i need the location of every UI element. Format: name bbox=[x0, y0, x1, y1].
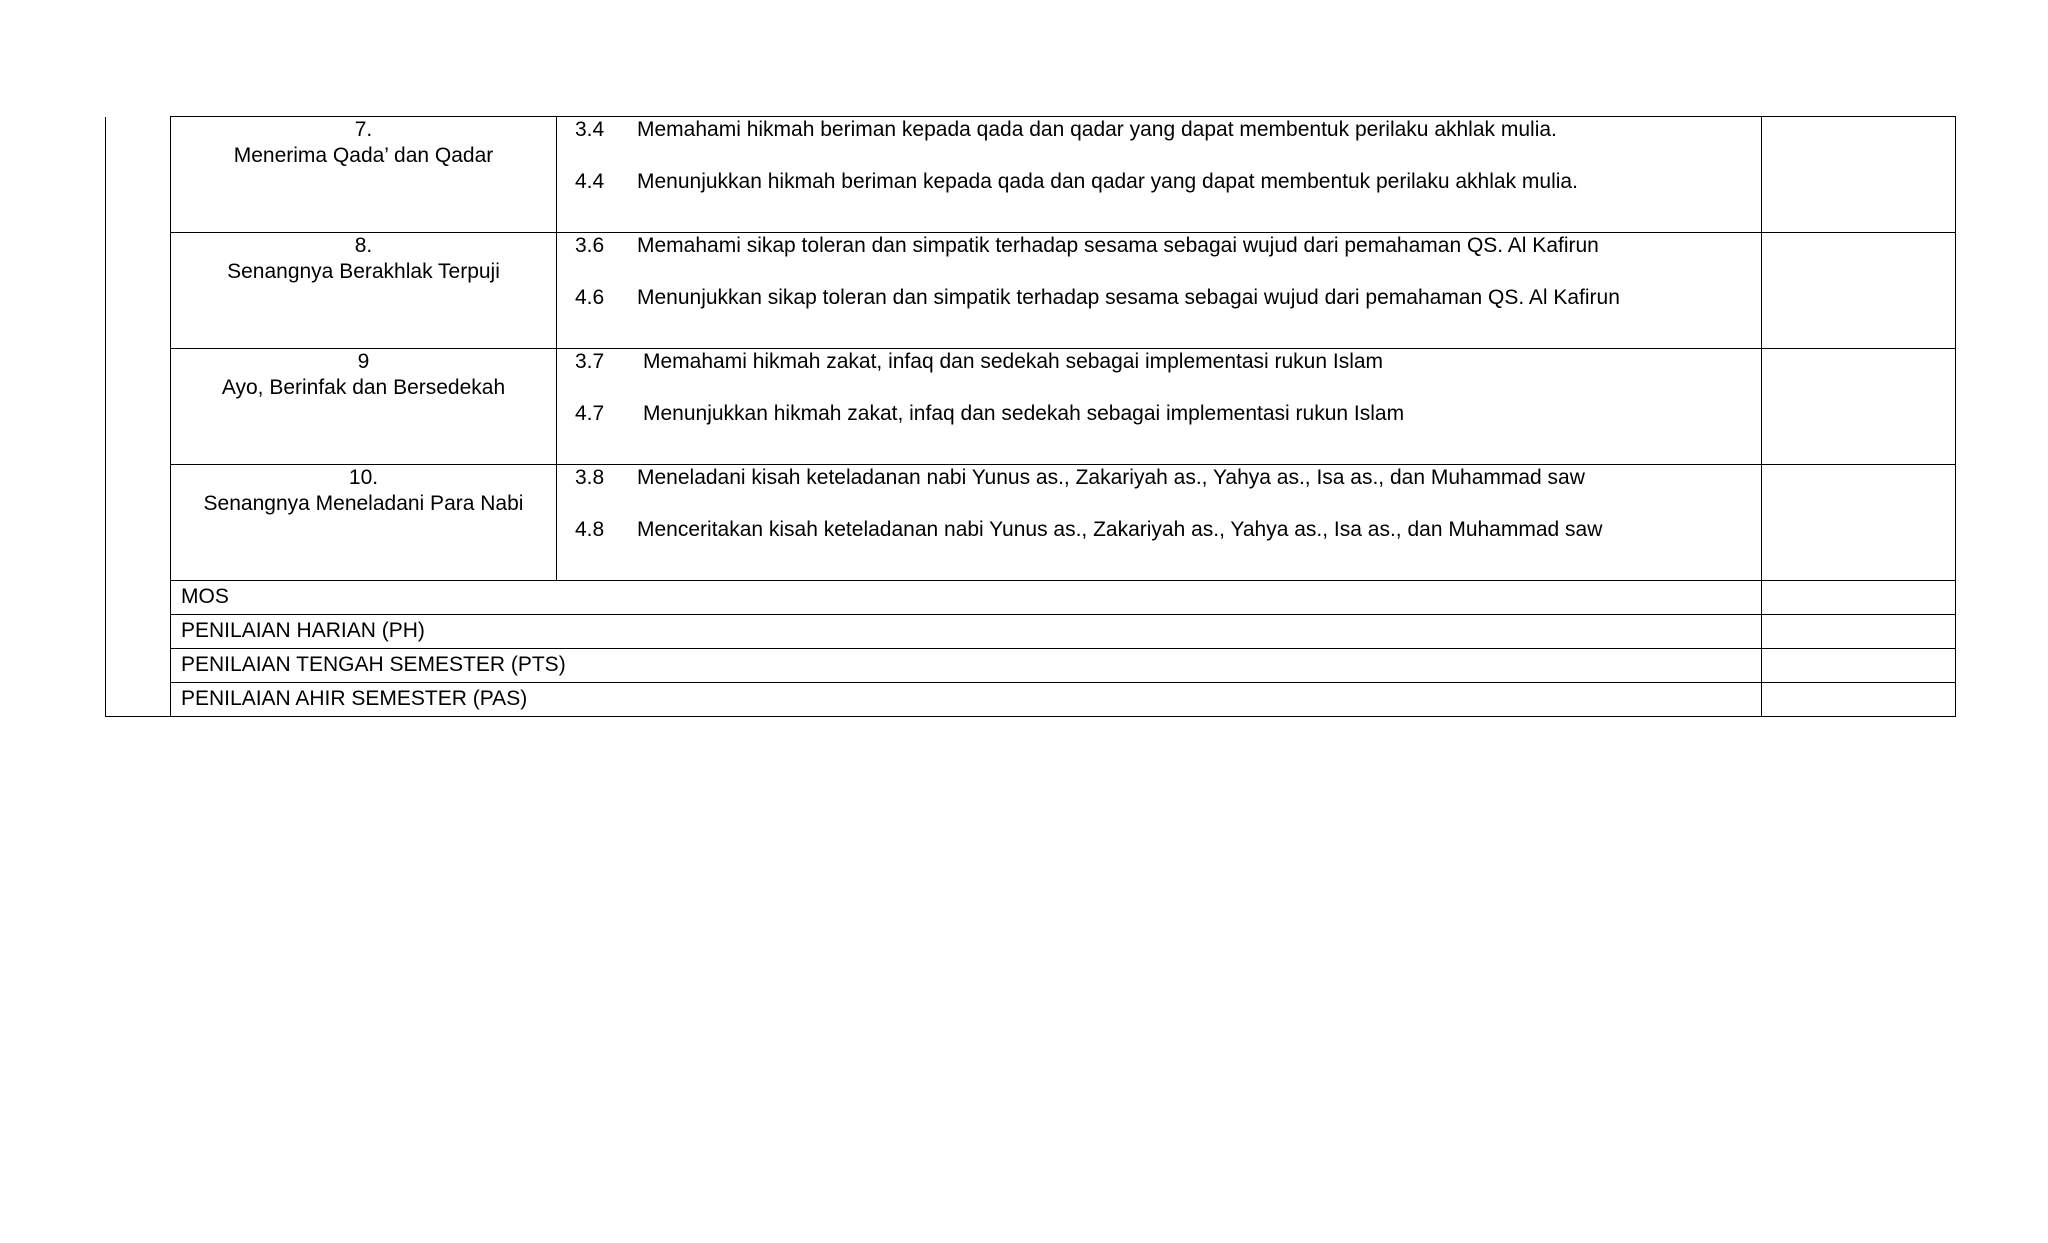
assessment-row bbox=[106, 615, 1956, 649]
competency-code: 3.4 bbox=[575, 118, 605, 141]
competency-code: 4.4 bbox=[575, 170, 605, 193]
assessment-row bbox=[106, 581, 1956, 615]
empty-left-cell bbox=[106, 615, 171, 649]
competency-code: 4.7 bbox=[575, 402, 605, 425]
empty-left-cell bbox=[106, 649, 171, 683]
competency-text: Menunjukkan sikap toleran dan simpatik terhadap sesama sebagai wujud dari pemahaman QS. Al Kafirun bbox=[637, 286, 1620, 309]
empty-left-cell bbox=[106, 465, 171, 581]
unit-cell bbox=[171, 349, 557, 465]
competency-item bbox=[575, 117, 1761, 143]
unit-cell bbox=[171, 233, 557, 349]
competency-cell bbox=[557, 117, 1762, 233]
empty-right-cell bbox=[1762, 465, 1956, 581]
unit-number: 7. bbox=[354, 118, 373, 141]
unit-cell bbox=[171, 465, 557, 581]
unit-row bbox=[106, 465, 1956, 581]
assessment-label: PENILAIAN TENGAH SEMESTER (PTS) bbox=[171, 649, 1762, 683]
competency-text: Menceritakan kisah keteladanan nabi Yunus as., Zakariyah as., Yahya as., Isa as., dan Muhammad saw bbox=[637, 518, 1603, 541]
empty-left-cell bbox=[106, 349, 171, 465]
competency-item bbox=[575, 465, 1761, 491]
competency-code: 4.6 bbox=[575, 286, 605, 309]
empty-left-cell bbox=[106, 233, 171, 349]
unit-number: 9 bbox=[357, 350, 370, 373]
competency-item bbox=[575, 517, 1761, 543]
competency-text: Menunjukkan hikmah zakat, infaq dan sedekah sebagai implementasi rukun Islam bbox=[643, 402, 1405, 425]
empty-right-cell bbox=[1762, 117, 1956, 233]
unit-title: Senangnya Meneladani Para Nabi bbox=[203, 492, 524, 515]
competency-text: Menunjukkan hikmah beriman kepada qada dan qadar yang dapat membentuk perilaku akhlak mulia. bbox=[637, 170, 1578, 193]
empty-left-cell bbox=[106, 581, 171, 615]
competency-item bbox=[575, 401, 1761, 427]
competency-item bbox=[575, 233, 1761, 259]
empty-left-cell bbox=[106, 117, 171, 233]
empty-right-cell bbox=[1762, 649, 1956, 683]
competency-text: Memahami hikmah beriman kepada qada dan qadar yang dapat membentuk perilaku akhlak mulia. bbox=[637, 118, 1557, 141]
unit-row bbox=[106, 349, 1956, 465]
empty-right-cell bbox=[1762, 349, 1956, 465]
unit-title: Ayo, Berinfak dan Bersedekah bbox=[221, 376, 506, 399]
unit-cell bbox=[171, 117, 557, 233]
assessment-label: PENILAIAN AHIR SEMESTER (PAS) bbox=[171, 683, 1762, 717]
competency-code: 4.8 bbox=[575, 518, 605, 541]
unit-number: 10. bbox=[348, 466, 379, 489]
unit-row bbox=[106, 117, 1956, 233]
competency-code: 3.6 bbox=[575, 234, 605, 257]
unit-row bbox=[106, 233, 1956, 349]
competency-cell bbox=[557, 233, 1762, 349]
competency-code: 3.7 bbox=[575, 350, 605, 373]
competency-cell bbox=[557, 465, 1762, 581]
competency-text: Meneladani kisah keteladanan nabi Yunus as., Zakariyah as., Yahya as., Isa as., dan Muhammad saw bbox=[637, 466, 1585, 489]
assessment-label: PENILAIAN HARIAN (PH) bbox=[171, 615, 1762, 649]
empty-right-cell bbox=[1762, 615, 1956, 649]
competency-item bbox=[575, 169, 1761, 195]
competency-item bbox=[575, 285, 1761, 311]
assessment-row bbox=[106, 683, 1956, 717]
competency-code: 3.8 bbox=[575, 466, 605, 489]
unit-title: Senangnya Berakhlak Terpuji bbox=[227, 260, 500, 283]
empty-right-cell bbox=[1762, 233, 1956, 349]
unit-number: 8. bbox=[354, 234, 373, 257]
empty-right-cell bbox=[1762, 581, 1956, 615]
competency-text: Memahami sikap toleran dan simpatik terhadap sesama sebagai wujud dari pemahaman QS. Al Kafirun bbox=[637, 234, 1599, 257]
empty-left-cell bbox=[106, 683, 171, 717]
assessment-row bbox=[106, 649, 1956, 683]
curriculum-table bbox=[105, 116, 1956, 717]
assessment-label: MOS bbox=[171, 581, 1762, 615]
competency-cell bbox=[557, 349, 1762, 465]
competency-text: Memahami hikmah zakat, infaq dan sedekah sebagai implementasi rukun Islam bbox=[643, 350, 1384, 373]
unit-title: Menerima Qada’ dan Qadar bbox=[233, 144, 494, 167]
empty-right-cell bbox=[1762, 683, 1956, 717]
competency-item bbox=[575, 349, 1761, 375]
